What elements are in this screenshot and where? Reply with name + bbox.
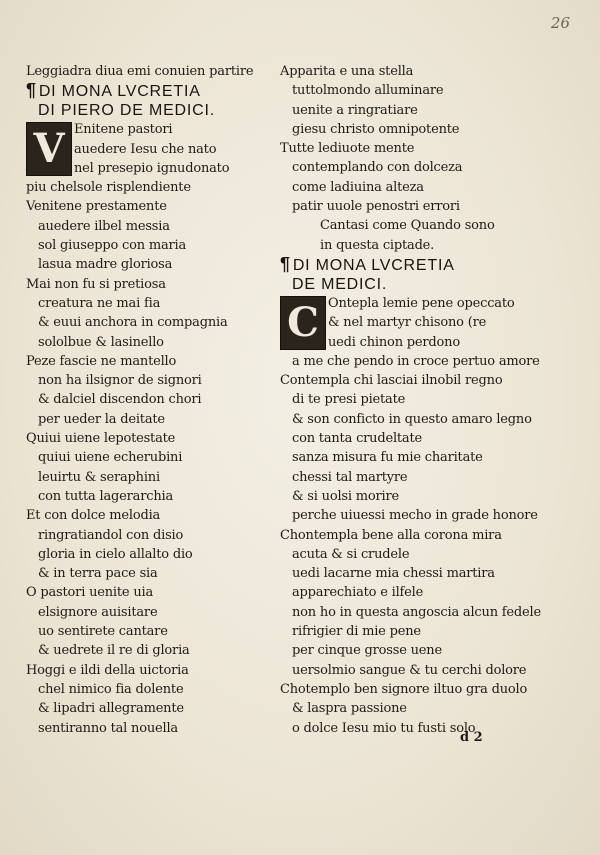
folio-number: 26 bbox=[550, 14, 570, 32]
opening-line: Leggiadra diua emi conuien partire bbox=[26, 64, 254, 79]
right-column bbox=[280, 62, 580, 738]
verse-line: leuirtu & seraphini bbox=[38, 469, 160, 485]
verse-line: Apparita e una stella bbox=[280, 64, 414, 79]
verse-line: & laspra passione bbox=[292, 701, 407, 717]
heading-lucretia-de-medici bbox=[280, 255, 580, 294]
verse-line: rifrigier di mie pene bbox=[292, 624, 421, 640]
verse-line: creatura ne mai fia bbox=[38, 295, 161, 311]
heading-lucretia-di-piero bbox=[26, 81, 276, 120]
verse-line: & lipadri allegramente bbox=[38, 701, 184, 717]
verse-line: & uedrete il re di gloria bbox=[38, 643, 190, 659]
verse-line: contemplando con dolceza bbox=[292, 160, 463, 176]
lauda-text bbox=[280, 294, 580, 738]
pilcrow-mark: ¶ bbox=[26, 80, 37, 101]
verse-line: Chotemplo ben signore iltuo gra duolo bbox=[280, 681, 528, 697]
verse-line: & son conficto in questo amaro legno bbox=[292, 411, 532, 427]
verse-line: Ontepla lemie pene opeccato bbox=[328, 295, 515, 311]
verse-line: di te presi pietate bbox=[292, 392, 406, 408]
verse-line: Quiui uiene lepotestate bbox=[26, 431, 176, 447]
verse-line: tuttolmondo alluminare bbox=[292, 83, 444, 99]
verse-line: patir uuole penostri errori bbox=[292, 199, 460, 215]
verse-line: sol giuseppo con maria bbox=[38, 238, 187, 254]
verse-line: & si uolsi morire bbox=[292, 488, 400, 504]
verse-line: Venitene prestamente bbox=[26, 199, 167, 215]
tune-rubric: Cantasi come Quando sono bbox=[320, 218, 495, 234]
heading-line-1: DI MONA LVCRETIA bbox=[292, 256, 455, 274]
verse-line: lasua madre gloriosa bbox=[38, 257, 173, 273]
verse-line: Enitene pastori bbox=[74, 122, 173, 138]
tune-rubric: in questa ciptade. bbox=[320, 237, 435, 253]
verse-line: Peze fascie ne mantello bbox=[26, 353, 177, 369]
verse-line: con tanta crudeltate bbox=[292, 431, 422, 447]
verse-line: Et con dolce melodia bbox=[26, 508, 161, 524]
verse-line: apparechiato e ilfele bbox=[292, 585, 424, 601]
verse-line: uenite a ringratiare bbox=[292, 102, 418, 118]
verse-line: sanza misura fu mie charitate bbox=[292, 450, 483, 466]
verse-line: & in terra pace sia bbox=[38, 566, 158, 582]
verse-line: O pastori uenite uia bbox=[26, 585, 154, 601]
verse-line: gloria in cielo allalto dio bbox=[38, 546, 193, 562]
verse-line: piu chelsole risplendiente bbox=[26, 180, 191, 196]
verse-line: a me che pendo in croce pertuo amore bbox=[292, 353, 540, 369]
verse-line: non ho in questa angoscia alcun fedele bbox=[292, 604, 541, 620]
pilcrow-mark: ¶ bbox=[280, 253, 291, 274]
heading-line-2: DE MEDICI. bbox=[292, 275, 388, 293]
verse-line: o dolce Iesu mio tu fusti solo bbox=[292, 720, 476, 736]
verse-line: uedi lacarne mia chessi martira bbox=[292, 566, 495, 582]
verse-line: come ladiuina alteza bbox=[292, 179, 424, 195]
verse-line: uedi chinon perdono bbox=[328, 334, 460, 350]
verse-line: chessi tal martyre bbox=[292, 469, 408, 485]
heading-line-2: DI PIERO DE MEDICI. bbox=[38, 102, 215, 120]
verse-line: giesu christo omnipotente bbox=[292, 121, 460, 137]
verse-line: con tutta lagerarchia bbox=[38, 488, 174, 504]
verse-line: per ueder la deitate bbox=[38, 411, 165, 427]
verse-line: auedere ilbel messia bbox=[38, 218, 170, 234]
signature-mark: d 2 bbox=[460, 730, 483, 745]
verse-line: Tutte lediuote mente bbox=[280, 141, 415, 157]
decorated-initial-v: V bbox=[26, 122, 72, 176]
verse-line: & dalciel discendon chori bbox=[38, 392, 202, 408]
verse-line: quiui uiene echerubini bbox=[38, 450, 183, 466]
verse-line: ringratiandol con disio bbox=[38, 527, 184, 543]
verse-line: elsignore auisitare bbox=[38, 604, 158, 620]
left-column bbox=[26, 62, 276, 738]
verse-line: Mai non fu si pretiosa bbox=[26, 276, 166, 292]
heading-line-1: DI MONA LVCRETIA bbox=[38, 83, 201, 101]
verse-line: uersolmio sangue & tu cerchi dolore bbox=[292, 662, 527, 678]
lauda-text bbox=[26, 120, 276, 738]
verse-line: nel presepio ignudonato bbox=[74, 160, 230, 176]
verse-line: auedere Iesu che nato bbox=[74, 141, 217, 157]
verse-line: uo sentirete cantare bbox=[38, 624, 168, 640]
verse-line: Contempla chi lasciai ilnobil regno bbox=[280, 373, 503, 389]
verse-line: & nel martyr chisono (re bbox=[328, 315, 487, 331]
verse-line: perche uiuessi mecho in grade honore bbox=[292, 508, 538, 524]
verse-line: non ha ilsignor de signori bbox=[38, 373, 202, 389]
verse-line: sentiranno tal nouella bbox=[38, 720, 178, 736]
verse-line: sololbue & lasinello bbox=[38, 334, 164, 350]
verse-line: Chontempla bene alla corona mira bbox=[280, 527, 502, 543]
verse-line: Hoggi e ildi della uictoria bbox=[26, 662, 189, 678]
verse-line: & euui anchora in compagnia bbox=[38, 315, 228, 331]
verse-line: acuta & si crudele bbox=[292, 546, 410, 562]
verse-line: per cinque grosse uene bbox=[292, 643, 442, 659]
verse-line: chel nimico fia dolente bbox=[38, 681, 184, 697]
decorated-initial-c: C bbox=[280, 296, 326, 350]
